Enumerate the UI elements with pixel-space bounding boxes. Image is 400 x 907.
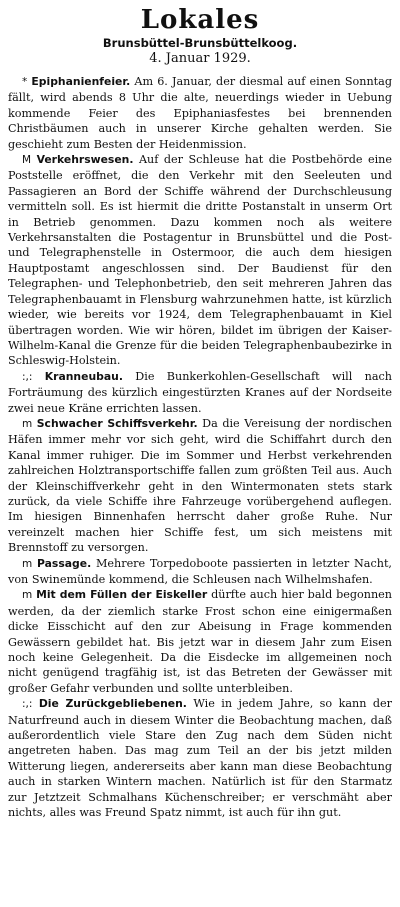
article-marker: * bbox=[22, 76, 28, 88]
article-lead: Die Zurückgebliebenen. bbox=[38, 697, 187, 711]
article-lead: Epiphanienfeier. bbox=[31, 75, 131, 88]
article-marker: :,: bbox=[22, 370, 33, 383]
article-lead: Passage. bbox=[36, 556, 92, 570]
masthead bbox=[8, 6, 392, 67]
article-marker: M bbox=[22, 154, 32, 167]
article-body: Da die Vereisung der nordischen Häfen immer mehr vor sich geht, wird die Schiffahrt durch den Kanal immer ruhiger. Die im Sommer und Herbst verkehrenden zahlreichen Holztransportschiffe fallen zum größten Teil aus. Auch der Kleinschiffverkehr geht in den Wintermonaten stets stark zurück, da viele Schiffe ihre Fahrzeuge vorübergehend auflegen. Im hiesigen Binnenhafen herrscht daher große Ruhe. Nur vereinzelt machen hier Schiffe fest, um sich meistens mit Brennstoff zu versorgen. bbox=[8, 416, 393, 555]
section-title: Lokales bbox=[140, 5, 260, 35]
article-lead: Kranneubau. bbox=[44, 369, 123, 383]
article-marker: m bbox=[22, 589, 33, 602]
article-lead: Schwacher Schiffsverkehr. bbox=[36, 416, 198, 430]
article-kranneubau bbox=[8, 369, 392, 416]
article-schiffsverkehr bbox=[8, 416, 392, 556]
article-eiskeller bbox=[8, 587, 392, 696]
section-subtitle: Brunsbüttel-Brunsbüttelkoog. bbox=[102, 36, 298, 50]
article-body: Auf der Schleuse hat die Postbehörde eine Poststelle eröffnet, die den Verkehr mit den Seeleuten und Passagieren an Bord der Schiffe während der Durchschleusung vermitteln soll. Es ist hiermit die dritte Postanstalt in unserm Ort in Betrieb genommen. Dazu kommen noch als weitere Verkehrsanstalten die Postagentur in Brunsbüttel und die Post- und Telegraphenstelle in Ostermoor, die auch dem hiesigen Hauptpostamt angeschlossen sind. Der Baudienst für den Telegraphen- und Telephonbetrieb, den seit mehreren Jahren das Telegraphenbauamt in Flensburg wahrzunehmen hatte, ist kürzlich wieder, wie bereits vor 1924, dem Telegraphenbauamt in Kiel übertragen worden. Wie wir hören, bildet im übrigen der Kaiser-Wilhelm-Kanal die Grenze für die beiden Telegraphenbaubezirke in Schleswig-Holstein. bbox=[8, 153, 393, 368]
article-lead: Mit dem Füllen der Eiskeller bbox=[36, 588, 208, 602]
article-zurueckgebliebenen bbox=[8, 696, 392, 820]
article-passage bbox=[8, 556, 392, 588]
article-body: dürfte auch hier bald begonnen werden, da der ziemlich starke Frost schon eine einigermaßen dicke Eisschicht auf den zur Abeisung in Frage kommenden Gewässern gebildet hat. Bis jetzt war in diesem Jahr zum Eisen noch keine Gelegenheit. Da die Eisdecke im allgemeinen noch nicht genügend tragfähig ist, ist das Betreten der Gewässer mit großer Gefahr verbunden und sollte unterbleiben. bbox=[8, 588, 392, 695]
article-body: Mehrere Torpedoboote passierten in letzter Nacht, von Swinemünde kommend, die Schleusen nach Wilhelmshafen. bbox=[8, 556, 392, 586]
article-body: Am 6. Januar, der diesmal auf einen Sonntag fällt, wird abends 8 Uhr die alte, neuerdings wieder in Uebung kommende Feier des Epiphaniasfestes bei brennenden Christbäumen auch in unserer Kirche gehalten werden. Sie geschieht zum Besten der Heidenmission. bbox=[8, 75, 393, 151]
article-lead: Verkehrswesen. bbox=[36, 153, 134, 167]
dateline: 4. Januar 1929. bbox=[149, 51, 251, 66]
article-body: Die Bunkerkohlen-Gesellschaft will nach Forträumung des kürzlich eingestürzten Kranes auf der Nordseite zwei neue Kräne errichten lassen. bbox=[8, 369, 392, 415]
article-epiphanienfeier bbox=[8, 74, 392, 152]
article-verkehrswesen bbox=[8, 152, 392, 369]
article-marker: m bbox=[22, 417, 33, 430]
article-marker: m bbox=[22, 557, 33, 570]
article-list bbox=[8, 74, 392, 821]
article-marker: :,: bbox=[22, 698, 33, 711]
article-body: Wie in jedem Jahre, so kann der Naturfreund auch in diesem Winter die Beobachtung machen, daß außerordentlich viele Stare den Zug nach dem Süden nicht angetreten haben. Das mag zum Teil an der bis jetzt milden Witterung liegen, andererseits aber kann man diese Beobachtung auch in starken Wintern machen. Natürlich ist für den Starmatz zur Jetztzeit Schmalhans Küchenschreiber; er verschmäht aber nichts, alles was Freund Spatz nimmt, ist auch für ihn gut. bbox=[8, 697, 392, 820]
